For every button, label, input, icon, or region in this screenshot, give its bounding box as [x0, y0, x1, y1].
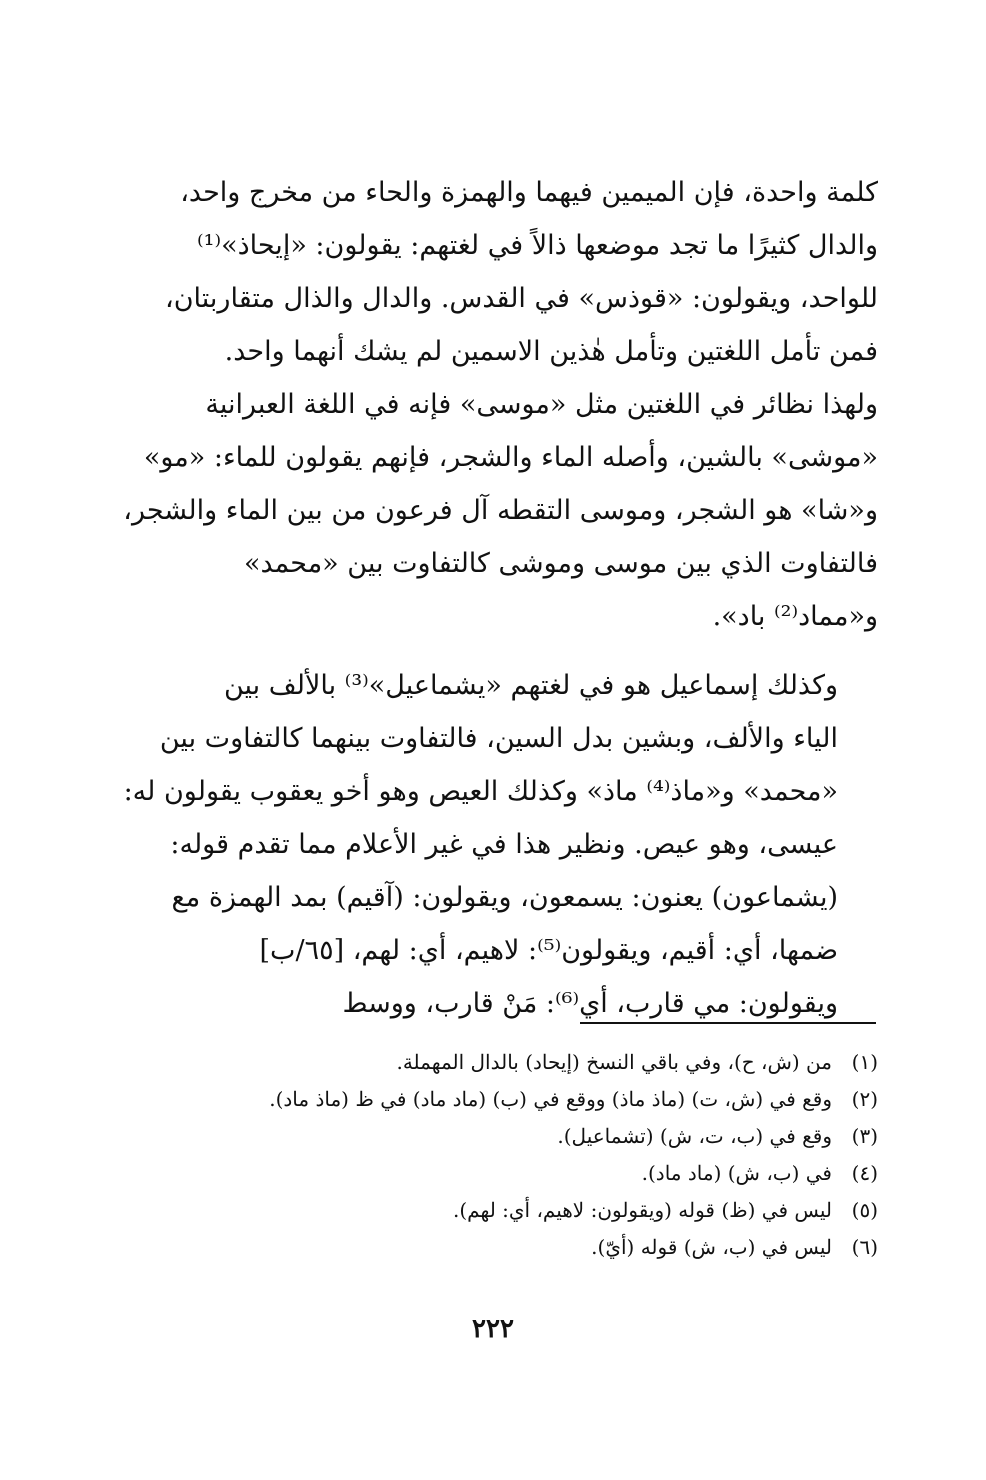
footnote-text: من (ش، ح)، وفي باقي النسخ (إيحاد) بالدال المهملة. — [396, 1050, 832, 1074]
footnote-text: وقع في (ش، ت) (ماذ ماذ) ووقع في (ب) (ماد ماد) في ظ (ماذ ماد). — [269, 1087, 832, 1111]
paragraph-1 — [118, 166, 878, 643]
text-line: و«مماد⁽²⁾ باد». — [712, 601, 878, 632]
footnote-3 — [118, 1118, 878, 1155]
footnote-1 — [118, 1044, 878, 1081]
paragraph-2 — [118, 659, 878, 1030]
footnote-2 — [118, 1081, 878, 1118]
footnote-5 — [118, 1192, 878, 1229]
text-line: للواحد، ويقولون: «قوذس» في القدس. والدال والذال متقاربتان، — [165, 283, 878, 314]
footnote-number: (٥) — [851, 1198, 878, 1222]
text-line: ويقولون: مي قارب، أي⁽⁶⁾: مَنْ قارب، ووسط — [342, 988, 838, 1019]
text-line: والدال كثيرًا ما تجد موضعها ذالاً في لغتهم: يقولون: «إيحاذ»⁽¹⁾ — [197, 230, 878, 261]
footnote-6 — [118, 1229, 878, 1266]
footnote-text: في (ب، ش) (ماد ماد). — [641, 1161, 832, 1185]
footnote-divider — [580, 1022, 876, 1024]
text-line: ضمها، أي: أقيم، ويقولون⁽⁵⁾: لاهيم، أي: لهم، [٦٥/ب] — [259, 935, 838, 966]
footnote-number: (٤) — [851, 1161, 878, 1185]
page-number: ٢٢٢ — [472, 1314, 514, 1344]
text-line: الياء والألف، وبشين بدل السين، فالتفاوت بينهما كالتفاوت بين — [159, 723, 838, 754]
footnote-text: ليس في (ظ) قوله (ويقولون: لاهيم، أي: لهم). — [453, 1198, 832, 1222]
text-line: عيسى، وهو عيص. ونظير هذا في غير الأعلام مما تقدم قوله: — [170, 829, 838, 860]
text-line: فمن تأمل اللغتين وتأمل هٰذين الاسمين لم يشك أنهما واحد. — [224, 336, 878, 367]
text-line: وكذلك إسماعيل هو في لغتهم «يشماعيل»⁽³⁾ بالألف بين — [223, 670, 838, 701]
footnote-number: (٣) — [851, 1124, 878, 1148]
text-line: ولهذا نظائر في اللغتين مثل «موسى» فإنه في اللغة العبرانية — [205, 389, 878, 420]
text-line: و«شا» هو الشجر، وموسى التقطه آل فرعون من بين الماء والشجر، — [123, 495, 878, 526]
footnote-text: ليس في (ب، ش) قوله (أيّ). — [591, 1235, 832, 1259]
text-line: كلمة واحدة، فإن الميمين فيهما والهمزة والحاء من مخرج واحد، — [180, 177, 878, 208]
text-line: «محمد» و«ماذ⁽⁴⁾ ماذ» وكذلك العيص وهو أخو يعقوب يقولون له: — [123, 776, 838, 807]
footnote-text: وقع في (ب، ت، ش) (تشماعيل). — [557, 1124, 832, 1148]
text-line: فالتفاوت الذي بين موسى وموشى كالتفاوت بين «محمد» — [243, 548, 878, 579]
footnote-number: (٢) — [851, 1087, 878, 1111]
text-line: «موشى» بالشين، وأصله الماء والشجر، فإنهم يقولون للماء: «مو» — [143, 442, 878, 473]
footnote-4 — [118, 1155, 878, 1192]
footnote-number: (١) — [851, 1050, 878, 1074]
text-line: (يشماعون) يعنون: يسمعون، ويقولون: (آقيم) بمد الهمزة مع — [171, 882, 838, 913]
main-text — [118, 166, 878, 1030]
footnotes — [118, 1044, 878, 1266]
footnote-number: (٦) — [851, 1235, 878, 1259]
